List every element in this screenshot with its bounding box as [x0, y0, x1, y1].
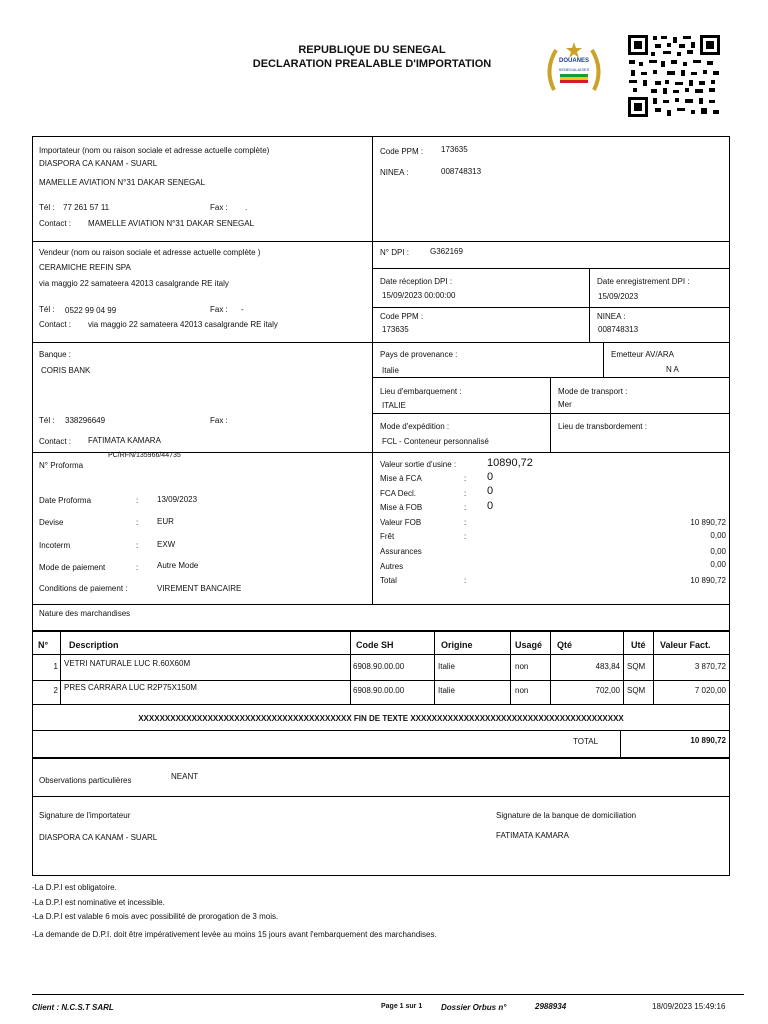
- dpi-ppm: 173635: [382, 325, 409, 334]
- importer-address: MAMELLE AVIATION N°31 DAKAR SENEGAL: [39, 178, 206, 187]
- importer-name: DIASPORA CA KANAM - SUARL: [39, 159, 158, 168]
- devise-label: Devise: [39, 518, 64, 527]
- valeur-fob-value: 10 890,72: [690, 518, 726, 527]
- fob-label: Mise à FOB: [380, 503, 423, 512]
- expedition: FCL - Conteneur personnalisé: [382, 437, 489, 446]
- end-of-text: XXXXXXXXXXXXXXXXXXXXXXXXXXXXXXXXXXXXXXXX FIN DE TEXTE XXXXXXXXXXXXXXXXXXXXXXXXXXXXXXXXXXXXXXXX: [138, 714, 624, 723]
- dpi-no: G362169: [430, 247, 463, 256]
- transbordement-label: Lieu de transbordement :: [558, 422, 647, 431]
- table-row-1-description: VETRI NATURALE LUC R.60X60M: [64, 659, 191, 668]
- qr-code: [627, 34, 721, 118]
- douanes-logo: [540, 40, 608, 98]
- bank-name: CORIS BANK: [41, 366, 91, 375]
- table-row-2-no: 2: [53, 686, 58, 695]
- assurances-value: 0,00: [710, 547, 726, 556]
- payment-mode: Autre Mode: [157, 561, 199, 570]
- autres-label: Autres: [380, 562, 404, 571]
- note-1: -La D.P.I est obligatoire.: [32, 883, 117, 892]
- table-row-1-code: 6908.90.00.00: [353, 662, 405, 671]
- payment-conditions: VIREMENT BANCAIRE: [157, 584, 242, 593]
- seller-tel-label: Tél :: [39, 305, 55, 314]
- emetteur-label: Emetteur AV/ARA: [611, 350, 674, 359]
- table-row-2-valeur: 7 020,00: [694, 686, 726, 695]
- bank-contact-label: Contact :: [39, 437, 72, 446]
- dpi-reception-label: Date réception DPI :: [380, 277, 453, 286]
- fca-decl-label: FCA Decl.: [380, 489, 417, 498]
- importer-contact-label: Contact :: [39, 219, 72, 228]
- proforma-no-label: N° Proforma: [39, 461, 84, 470]
- bank-tel: 338296649: [65, 416, 106, 425]
- col-code-sh: Code SH: [356, 640, 394, 650]
- footer-dossier-label: Dossier Orbus n°: [441, 1003, 507, 1012]
- autres-value: 0,00: [710, 560, 726, 569]
- dpi-reception: 15/09/2023 00:00:00: [382, 291, 456, 300]
- fca-label: Mise à FCA: [380, 474, 422, 483]
- title-republique: REPUBLIQUE DU SENEGAL: [298, 44, 446, 56]
- importer-fax-label: Fax :: [210, 203, 228, 212]
- col-ute: Uté: [631, 640, 646, 650]
- bank-fax-label: Fax :: [210, 416, 228, 425]
- valeur-fob-label: Valeur FOB: [380, 518, 422, 527]
- importer-ninea-label: NINEA :: [380, 168, 409, 177]
- fob-value: 0: [487, 500, 494, 512]
- table-row-1-no: 1: [53, 662, 58, 671]
- sortie-label: Valeur sortie d'usine :: [380, 460, 457, 469]
- dpi-enreg: 15/09/2023: [598, 292, 639, 301]
- importer-tel-label: Tél :: [39, 203, 55, 212]
- fca-value: 0: [487, 471, 494, 483]
- seller-name: CERAMICHE REFIN SPA: [39, 263, 131, 272]
- footer-page: Page 1 sur 1: [381, 1003, 423, 1010]
- signature-bank-label: Signature de la banque de domiciliation: [496, 811, 637, 820]
- col-valeur: Valeur Fact.: [660, 640, 711, 650]
- proforma-date: 13/09/2023: [157, 495, 198, 504]
- logo-text: DOUANES: [558, 58, 589, 64]
- assurances-label: Assurances: [380, 547, 422, 556]
- table-row-2-ute: SQM: [627, 686, 646, 695]
- goods-total-value: 10 890,72: [690, 736, 726, 745]
- signature-importer: DIASPORA CA KANAM - SUARL: [39, 833, 158, 842]
- seller-tel: 0522 99 04 99: [65, 306, 117, 315]
- bank-contact: FATIMATA KAMARA: [88, 436, 161, 445]
- fret-value: 0,00: [710, 531, 726, 540]
- table-row-1-qte: 483,84: [595, 662, 620, 671]
- transport-mode: Mer: [558, 400, 572, 409]
- proforma-date-label: Date Proforma: [39, 496, 92, 505]
- table-row-1-origine: Italie: [438, 662, 455, 671]
- total-label: Total: [380, 576, 397, 585]
- table-row-2-description: PRES CARRARA LUC R2P75X150M: [64, 683, 197, 692]
- table-row-2-usage: non: [515, 686, 529, 695]
- expedition-label: Mode d'expédition :: [380, 422, 450, 431]
- signature-bank: FATIMATA KAMARA: [496, 831, 569, 840]
- fca-decl-value: 0: [487, 485, 494, 497]
- table-row-1-ute: SQM: [627, 662, 646, 671]
- sortie-value: 10890,72: [487, 457, 533, 469]
- devise: EUR: [157, 517, 174, 526]
- table-row-2-origine: Italie: [438, 686, 455, 695]
- importer-ninea: 008748313: [441, 167, 482, 176]
- note-4: -La demande de D.P.I. doit être impérativement levée au moins 15 jours avant l'embarquement des marchandises.: [32, 930, 437, 939]
- provenance-label: Pays de provenance :: [380, 350, 458, 359]
- col-origine: Origine: [441, 640, 473, 650]
- bank-tel-label: Tél :: [39, 416, 55, 425]
- importer-contact: MAMELLE AVIATION N°31 DAKAR SENEGAL: [88, 219, 255, 228]
- col-description: Description: [69, 640, 119, 650]
- table-row-2-qte: 702,00: [595, 686, 620, 695]
- goods-total-label: TOTAL: [573, 737, 599, 746]
- dpi-ninea: 008748313: [598, 325, 639, 334]
- footer-dossier: 2988934: [535, 1002, 567, 1011]
- dpi-ninea-label: NINEA :: [597, 312, 626, 321]
- footer-datetime: 18/09/2023 15:49:16: [652, 1002, 726, 1011]
- footer-client: Client : N.C.S.T SARL: [32, 1003, 114, 1012]
- seller-contact: via maggio 22 samateera 42013 casalgrande RE italy: [88, 320, 278, 329]
- col-usage: Usagé: [515, 640, 543, 650]
- importer-ppm-label: Code PPM :: [380, 147, 424, 156]
- importer-label: Importateur (nom ou raison sociale et adresse actuelle complète): [39, 146, 270, 155]
- seller-label: Vendeur (nom ou raison sociale et adresse actuelle complète ): [39, 248, 261, 257]
- dpi-enreg-label: Date enregistrement DPI :: [597, 277, 690, 286]
- nature-label: Nature des marchandises: [39, 609, 131, 618]
- note-2: -La D.P.I est nominative et incessible.: [32, 898, 165, 907]
- payment-conditions-label: Conditions de paiement :: [39, 584, 128, 593]
- signature-importer-label: Signature de l'importateur: [39, 811, 131, 820]
- col-no: N°: [38, 640, 49, 650]
- observations-value: NEANT: [171, 772, 199, 781]
- importer-fax: .: [245, 203, 248, 212]
- seller-fax-label: Fax :: [210, 305, 228, 314]
- provenance: Italie: [382, 366, 399, 375]
- logo-subtext: SENEGALAISES: [558, 67, 590, 72]
- incoterm: EXW: [157, 540, 176, 549]
- payment-mode-label: Mode de paiement: [39, 563, 106, 572]
- embarquement: ITALIE: [382, 401, 406, 410]
- transport-mode-label: Mode de transport :: [558, 387, 628, 396]
- dpi-ppm-label: Code PPM :: [380, 312, 424, 321]
- observations-label: Observations particulières: [39, 776, 132, 785]
- seller-contact-label: Contact :: [39, 320, 72, 329]
- seller-address: via maggio 22 samateera 42013 casalgrande RE italy: [39, 279, 229, 288]
- bank-label: Banque :: [39, 350, 72, 359]
- importer-tel: 77 261 57 11: [63, 203, 110, 212]
- table-row-1-valeur: 3 870,72: [694, 662, 726, 671]
- proforma-no: PC/RFN/135966/44735: [108, 452, 181, 459]
- title-declaration: DECLARATION PREALABLE D'IMPORTATION: [252, 58, 492, 70]
- table-row-1-usage: non: [515, 662, 529, 671]
- total-value: 10 890,72: [690, 576, 726, 585]
- emetteur: N A: [666, 365, 679, 374]
- col-qte: Qté: [557, 640, 573, 650]
- incoterm-label: Incoterm: [39, 541, 71, 550]
- importer-ppm: 173635: [441, 145, 468, 154]
- seller-fax: -: [241, 305, 244, 314]
- embarquement-label: Lieu d'embarquement :: [380, 387, 462, 396]
- dpi-no-label: N° DPI :: [380, 248, 409, 257]
- note-3: -La D.P.I est valable 6 mois avec possibilité de prorogation de 3 mois.: [32, 912, 279, 921]
- fret-label: Frêt: [380, 532, 395, 541]
- table-row-2-code: 6908.90.00.00: [353, 686, 405, 695]
